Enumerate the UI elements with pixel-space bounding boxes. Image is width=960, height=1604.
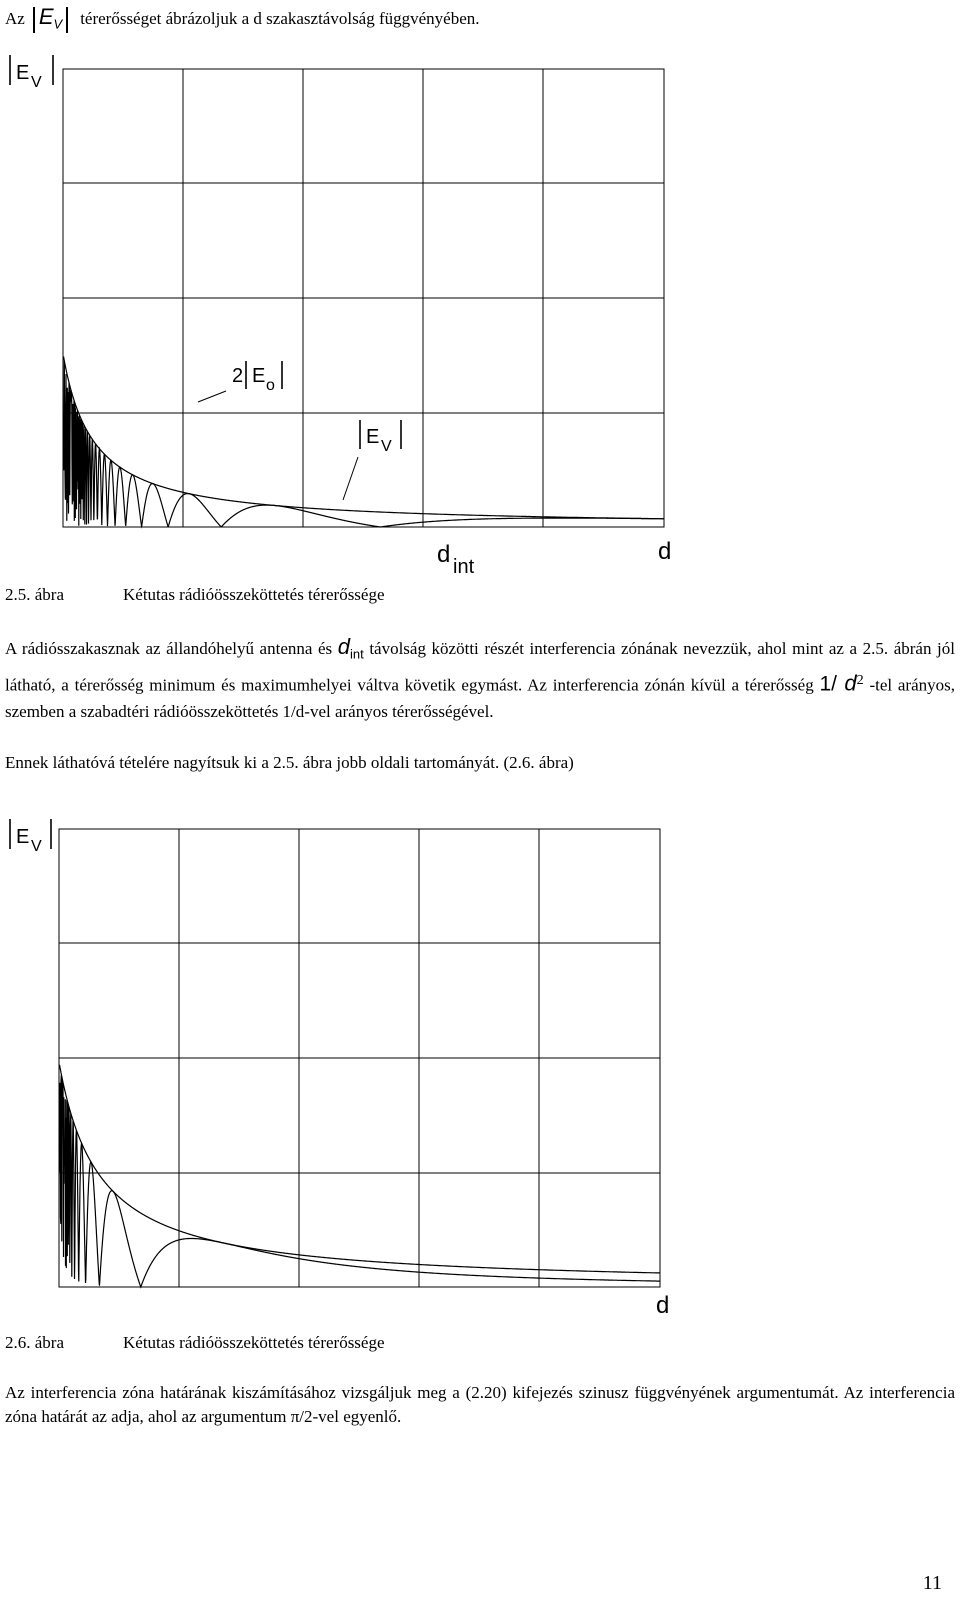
intro-line [5,6,480,35]
figure2-x-label: d [656,1292,670,1319]
intro-prefix: Az [5,9,25,28]
para2-text: Ennek láthatóvá tételére nagyítsuk ki a 2.5. ábra jobb oldali tartományát. (2.6. ábra) [5,753,574,772]
caption-2-6 [5,1332,385,1354]
annotation-2eo-sub: o [266,377,275,394]
envelope-curve-zoomed [60,1065,661,1273]
para1-dint-sub: int [350,646,364,662]
figure2-y-label [10,819,51,855]
caption-2-5-number: 2.5. ábra [5,585,65,604]
figure1-dint-label-sub: int [453,556,475,578]
figure2-y-label-sym: E [16,826,30,848]
field-strength-curve-zoomed [60,1075,661,1287]
para1-text-2: távolság közötti részét interferencia zónának nevezzük, ahol mint az a 2.5. ábrán jól látható, a térerősség minimum és maximumhelyei váltva követik egymást. Az interferencia zónán kívül a térerősség [5,639,955,696]
annotation-ev-sym: E [366,426,380,448]
para1-exp: 2 [856,672,864,689]
para3-text: Az interferencia zóna határának kiszámításához vizsgáljuk meg a (2.20) kifejezés szinusz függvényének argumentumát. Az interferencia zóna határát az adja, ahol az argumentum π/2-vel egyenlő. [5,1383,955,1426]
figure2-y-label-sub: V [31,838,42,855]
field-strength-curve [64,361,665,527]
para1-text-3: -tel arányos, szemben a szabadtéri rádióösszeköttetés 1/d-vel arányos térerősségével. [5,676,955,722]
paragraph-zone-boundary [5,1381,955,1429]
intro-symbol-sub: V [53,16,63,32]
caption-2-5 [5,584,385,606]
annotation-2eo-sym: E [252,365,266,387]
annotation-ev [343,420,401,500]
figure1-y-label [10,55,53,91]
figure1-y-label-sym: E [16,62,30,84]
intro-symbol: E [38,4,54,29]
caption-2-5-text: Kétutas rádióösszeköttetés térerőssége [123,585,385,604]
abs-bar-left [33,7,35,33]
figure1-y-label-sub: V [31,74,42,91]
figure1-dint-label: d [437,541,451,568]
annotation-2eo-coef: 2 [232,365,244,387]
paragraph-interference [5,634,955,725]
caption-2-6-text: Kétutas rádióösszeköttetés térerőssége [123,1333,385,1352]
abs-bar-right [66,7,68,33]
para1-inv-prefix: 1/ [819,673,845,697]
caption-2-6-number: 2.6. ábra [5,1333,65,1352]
figure1-grid [63,69,664,527]
annotation-2eo [198,361,282,402]
annotation-ev-sub: V [381,438,392,455]
para1-dint-symbol: d [337,634,350,659]
figure-2-6 [0,805,960,1325]
intro-suffix: térerősséget ábrázoljuk a d szakasztávolság függvényében. [80,9,480,28]
figure-2-5 [0,45,960,590]
para1-text-1: A rádiósszakasznak az állandóhelyű antenna és [5,639,338,658]
para1-d-symbol: d [844,671,857,697]
figure1-x-label: d [658,538,672,565]
page-number: 11 [922,1572,942,1594]
paragraph-zoom [5,750,955,775]
envelope-curve [64,357,665,519]
